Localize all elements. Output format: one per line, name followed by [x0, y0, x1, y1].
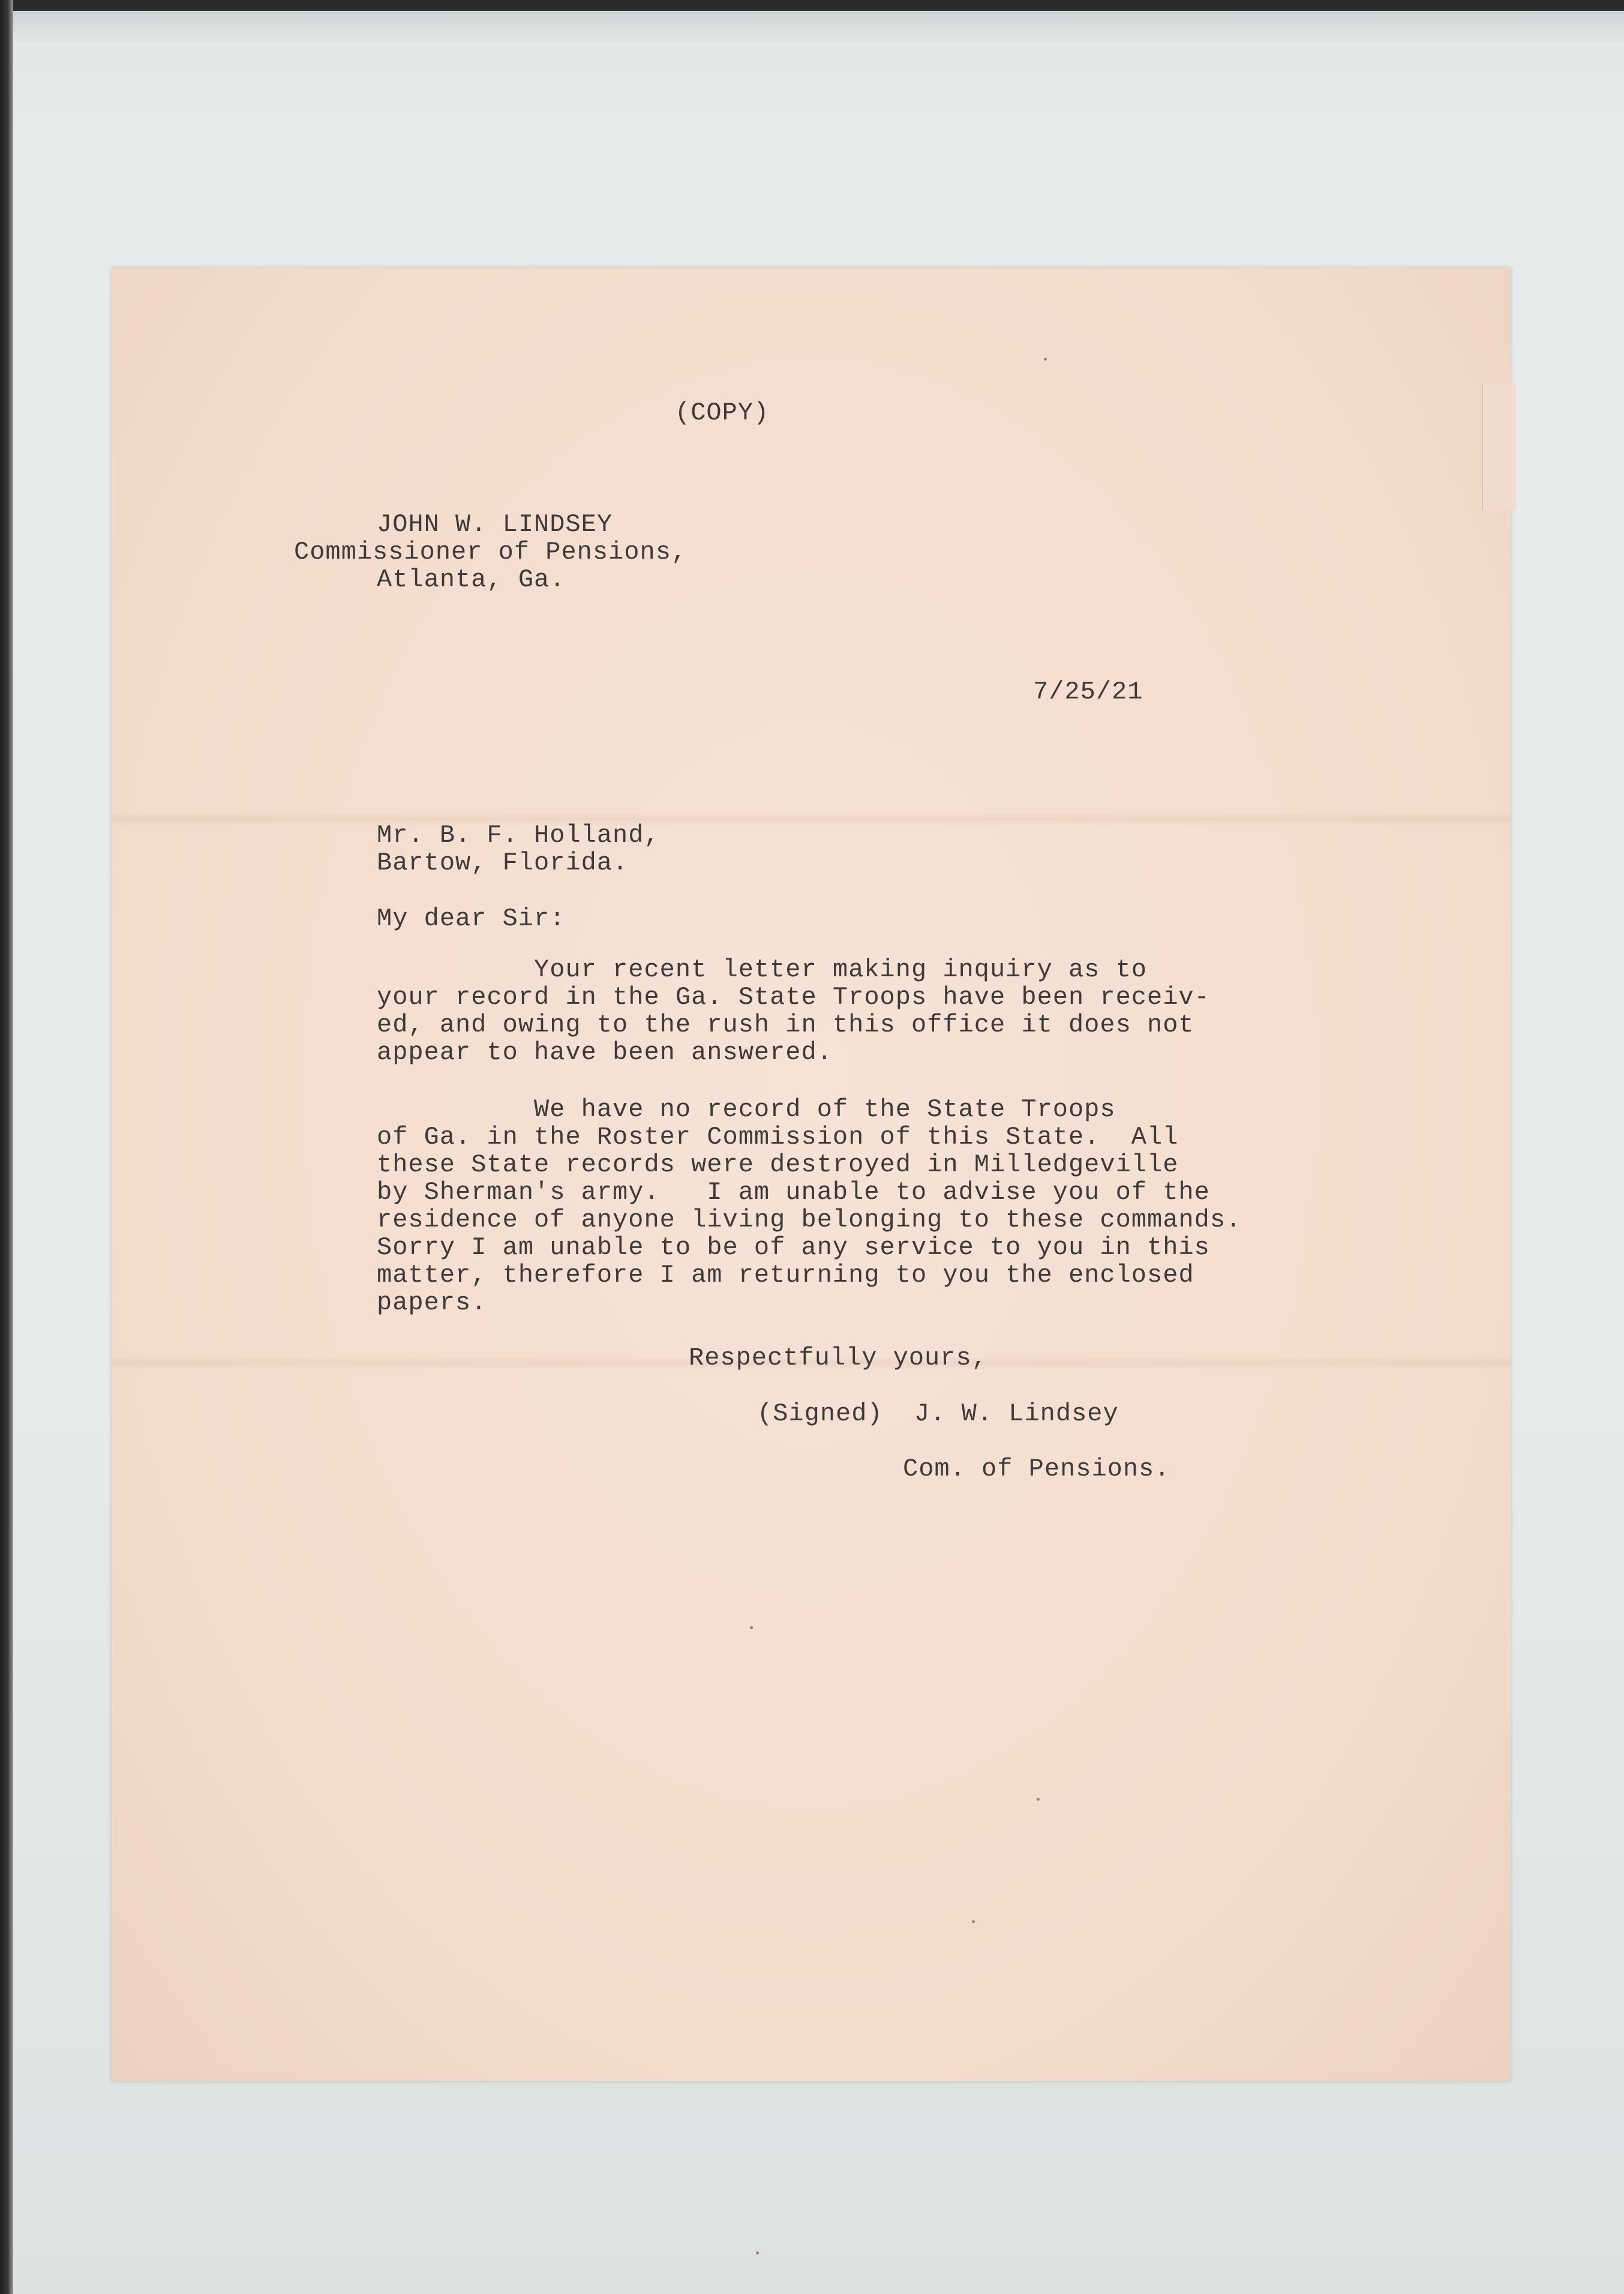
sender-location: Atlanta, Ga. — [377, 565, 566, 594]
paper-speck — [750, 1626, 753, 1629]
sender-title: Commissioner of Pensions, — [294, 538, 688, 566]
paragraph-line: residence of anyone living belonging to these commands. — [377, 1206, 1242, 1234]
paragraph-line: appear to have been answered. — [377, 1038, 833, 1067]
paragraph-line: of Ga. in the Roster Commission of this State. All — [377, 1123, 1179, 1152]
paragraph-line: ed, and owing to the rush in this office it does not — [377, 1010, 1194, 1039]
body-paragraph-2 — [377, 1096, 1241, 1317]
copy-label: (COPY) — [675, 398, 770, 427]
paragraph-line: matter, therefore I am returning to you the enclosed — [377, 1261, 1194, 1290]
paragraph-line: We have no record of the State Troops — [377, 1095, 1116, 1124]
paragraph-line: by Sherman's army. I am unable to advise you of the — [377, 1178, 1210, 1207]
paragraph-line: Your recent letter making inquiry as to — [377, 955, 1148, 984]
paper-speck — [1044, 358, 1047, 361]
recipient-location: Bartow, Florida. — [377, 848, 629, 877]
scan-speck — [756, 2251, 759, 2254]
paper-torn-edge — [1482, 384, 1516, 510]
sender-name: JOHN W. LINDSEY — [377, 510, 613, 539]
body-paragraph-1 — [377, 956, 1210, 1066]
paragraph-line: these State records were destroyed in Milledgeville — [377, 1150, 1179, 1179]
scan-mat-shadow — [13, 11, 1624, 47]
paragraph-line: papers. — [377, 1288, 487, 1317]
paper-speck — [972, 1920, 975, 1923]
scan-left-edge — [0, 0, 13, 2294]
paper-speck — [1037, 1798, 1040, 1801]
recipient-name: Mr. B. F. Holland, — [377, 821, 660, 850]
salutation: My dear Sir: — [377, 904, 566, 933]
paragraph-line: your record in the Ga. State Troops have been receiv- — [377, 983, 1210, 1012]
paragraph-line: Sorry I am unable to be of any service to you in this — [377, 1233, 1210, 1262]
signer-title: Com. of Pensions. — [903, 1455, 1170, 1483]
scan-top-edge — [0, 0, 1624, 11]
closing: Respectfully yours, — [689, 1344, 987, 1372]
signature-line: (Signed) J. W. Lindsey — [757, 1399, 1119, 1428]
letter-date: 7/25/21 — [1033, 677, 1143, 706]
